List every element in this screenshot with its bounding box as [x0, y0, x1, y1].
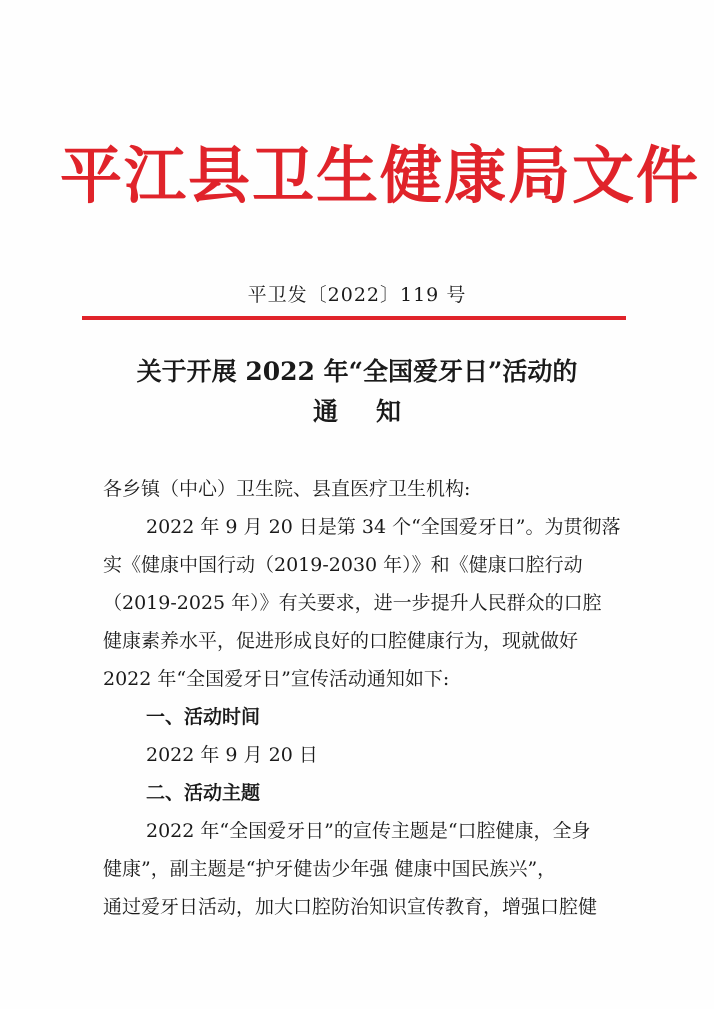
- section-2-heading: 二、活动主题: [146, 782, 261, 804]
- issuer-header-title: 平江县卫生健康局文件: [60, 139, 701, 212]
- section-1-text: 2022 年 9 月 20 日: [146, 744, 318, 766]
- paragraph-1-line: （2019-2025 年）》有关要求，进一步提升人民群众的口腔: [103, 592, 602, 614]
- paragraph-1-line: 实《健康中国行动（2019-2030 年）》和《健康口腔行动: [103, 554, 583, 576]
- salutation: 各乡镇（中心）卫生院、县直医疗卫生机构:: [103, 478, 471, 500]
- paragraph-1-line: 2022 年 9 月 20 日是第 34 个“全国爱牙日”。为贯彻落: [146, 516, 621, 538]
- document-number: 平卫发〔2022〕119 号: [247, 284, 467, 306]
- red-divider-line: [82, 316, 626, 320]
- notice-title-line-1: 关于开展 2022 年“全国爱牙日”活动的: [136, 357, 578, 386]
- paragraph-1-line: 健康素养水平，促进形成良好的口腔健康行为，现就做好: [103, 630, 579, 652]
- paragraph-2-line: 通过爱牙日活动，加大口腔防治知识宣传教育，增强口腔健: [103, 896, 598, 918]
- notice-title-line-2: 通知: [312, 397, 439, 426]
- paragraph-2-line: 健康”，副主题是“护牙健齿少年强 健康中国民族兴”，: [103, 858, 557, 880]
- paragraph-2-line: 2022 年“全国爱牙日”的宣传主题是“口腔健康，全身: [146, 820, 591, 842]
- paragraph-1-line: 2022 年“全国爱牙日”宣传活动通知如下:: [103, 668, 450, 690]
- section-1-heading: 一、活动时间: [146, 706, 261, 728]
